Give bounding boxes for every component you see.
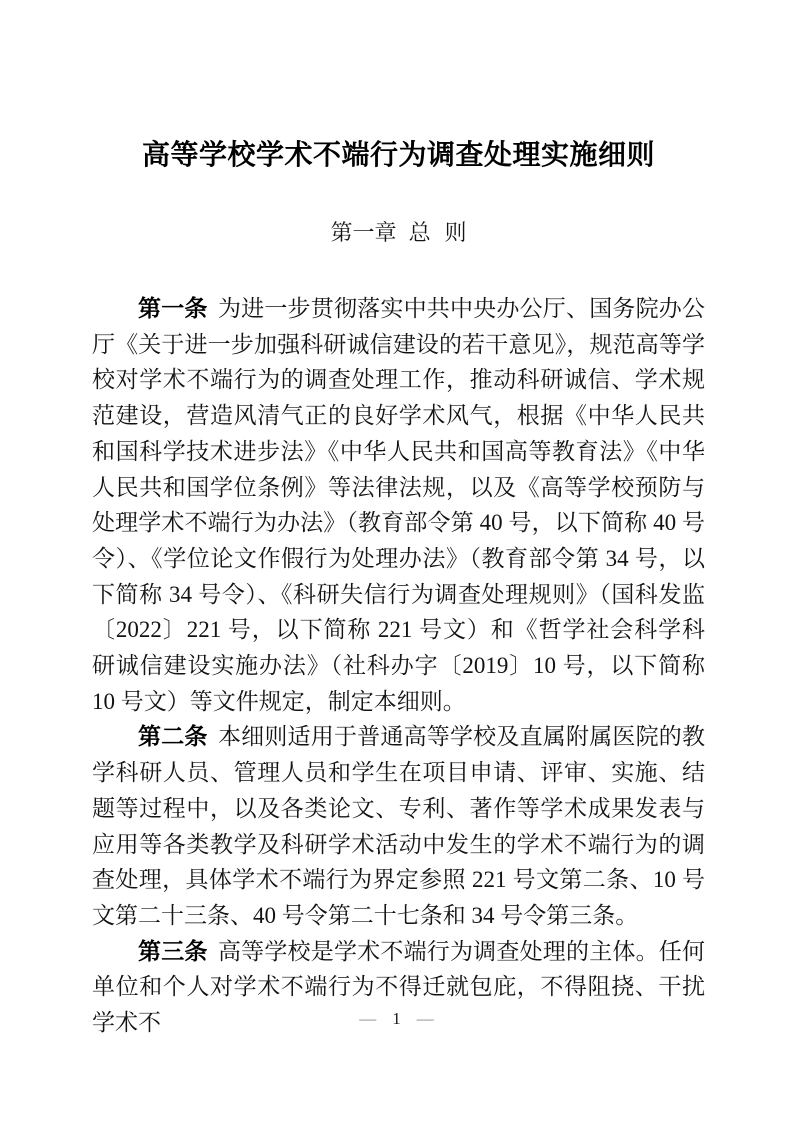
article-1-text: 为进一步贯彻落实中共中央办公厅、国务院办公厅《关于进一步加强科研诚信建设的若干意见》，规范高等学校对学术不端行为的调查处理工作，推动科研诚信、学术规范建设，营造风清气正的良好学术风气，根据《中华人民共和国科学技术进步法》《中华人民共和国高等教育法》《中华人民共和国学位条例》等法律法规，以及《高等学校预防与处理学术不端行为办法》（教育部令第 40 号，以下简称 40 号令）、《学位论文作假行为处理办法》（教育部令第 34 号，以下简称 34 号令）、《科研失信行为调查处理规则》（国科发监〔2022〕221 号，以下简称 221 号文）和《哲学社会科学科研诚信建设实施办法》（社科办字〔2019〕10 号，以下简称 10 号文）等文件规定，制定本细则。: [92, 296, 706, 714]
chapter-name: 总 则: [408, 220, 467, 245]
article-1-number: 第一条: [138, 296, 208, 321]
article-3-text: 高等学校是学术不端行为调查处理的主体。任何单位和个人对学术不端行为不得迁就包庇，不得阻挠、干扰学术不: [92, 938, 706, 1036]
page-number-value: 1: [392, 1009, 401, 1028]
chapter-number: 第一章: [330, 220, 397, 245]
page-number-dash-right: —: [416, 1009, 434, 1028]
article-2-text: 本细则适用于普通高等学校及直属附属医院的教学科研人员、管理人员和学生在项目申请、评审、实施、结题等过程中，以及各类论文、专利、著作等学术成果发表与应用等各类教学及科研学术活动中发生的学术不端行为的调查处理，具体学术不端行为界定参照 221 号文第二条、10 号文第二十三条、40 号令第二十七条和 34 号令第三条。: [92, 724, 706, 928]
article-2-number: 第二条: [138, 724, 208, 750]
chapter-heading: [92, 221, 705, 245]
page-number-dash-left: —: [359, 1009, 377, 1028]
article-paragraph-2: [92, 719, 705, 933]
article-3-number: 第三条: [138, 938, 208, 964]
article-paragraph-1: [92, 291, 705, 719]
document-body: [92, 291, 705, 1041]
page-number: [0, 1006, 793, 1032]
document-title: 高等学校学术不端行为调查处理实施细则: [141, 140, 655, 171]
